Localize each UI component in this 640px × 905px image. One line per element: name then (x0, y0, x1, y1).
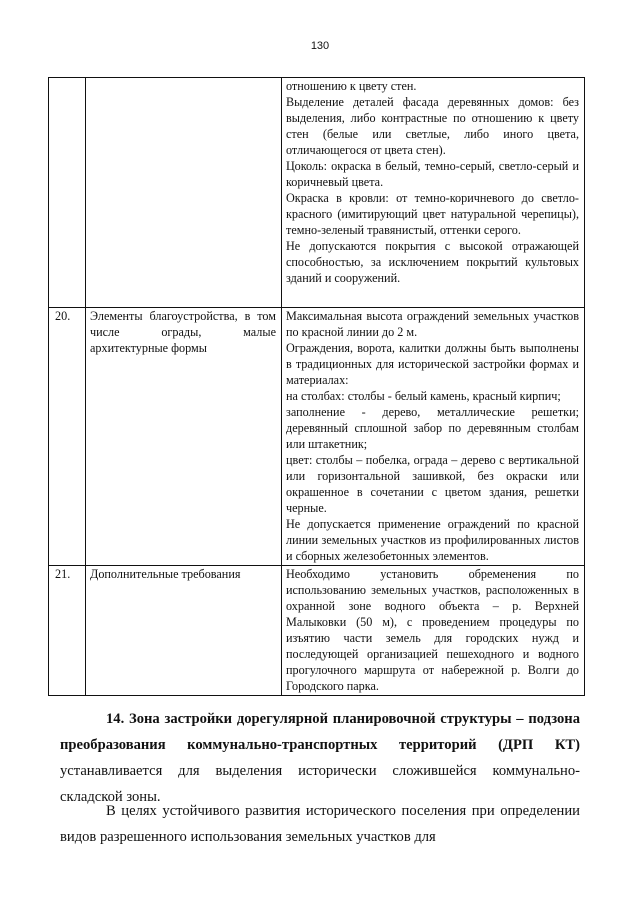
requirements-cell (282, 308, 585, 566)
element-name-cell: Элементы благоустройства, в том числе ограды, малые архитектурные формы (86, 308, 282, 566)
requirement-paragraph: на столбах: столбы - белый камень, красный кирпич; (286, 389, 561, 403)
row-number-cell: 21. (49, 566, 86, 696)
requirement-paragraph: Не допускается применение ограждений по красной линии земельных участков из профилированных листов и сборных железобетонных элементов. (286, 517, 579, 563)
element-name-cell: Дополнительные требования (86, 566, 282, 696)
table-row (49, 78, 585, 308)
requirement-paragraph: отношению к цвету стен. (286, 79, 417, 93)
requirement-paragraph: заполнение - дерево, металлические решетки; деревянный сплошной забор по деревянным столбам или штакетник; (286, 405, 579, 451)
zone-description-paragraph (60, 706, 580, 810)
table-row (49, 308, 585, 566)
zone-title: 14. Зона застройки дорегулярной планировочной структуры – подзона преобразования коммунально-транспортных территорий (ДРП КТ) (60, 711, 580, 753)
row-number-cell (49, 78, 86, 308)
requirement-paragraph: Не допускаются покрытия с высокой отражающей способностью, за исключением покрытий культовых зданий и сооружений. (286, 239, 579, 285)
requirement-paragraph: Максимальная высота ограждений земельных участков по красной линии до 2 м. (286, 309, 579, 339)
zone-description: устанавливается для выделения исторически сложившейся коммунально-складской зоны. (60, 763, 580, 805)
requirement-paragraph: Ограждения, ворота, калитки должны быть выполнены в традиционных для исторической застройки формах и материалах: (286, 341, 579, 387)
requirement-paragraph: Окраска в кровли: от темно-коричневого до светло-красного (имитирующий цвет натуральной черепицы), темно-зеленый травянистый, оттенки серого. (286, 191, 579, 237)
continuation-paragraph (60, 798, 580, 850)
requirement-paragraph: Необходимо установить обременения по использованию земельных участков, расположенных в охранной зоне водного объекта – р. Верхней Малыковки (50 м), с проведением процедуры по изъятию части земель для городских нужд и последующей организацией пешеходного и водного прогулочного маршрута от набережной р. Волги до Городского парка. (286, 567, 579, 693)
continuation-text: В целях устойчивого развития исторического поселения при определении видов разрешенного использования земельных участков для (60, 803, 580, 845)
requirements-cell (282, 566, 585, 696)
element-name-cell (86, 78, 282, 308)
requirement-paragraph: цвет: столбы – побелка, ограда – дерево с вертикальной или горизонтальной зашивкой, без окраски или окрашенное в сочетании с цветом здания, решетки черные. (286, 453, 579, 515)
requirements-cell (282, 78, 585, 308)
requirement-paragraph: Выделение деталей фасада деревянных домов: без выделения, либо контрастные по отношению к цвету стен (белые или светлые, либо иного цвета, отличающегося от цвета стен). (286, 95, 579, 157)
row-number-cell: 20. (49, 308, 86, 566)
table-row (49, 566, 585, 696)
requirement-paragraph: Цоколь: окраска в белый, темно-серый, светло-серый и коричневый цвета. (286, 159, 579, 189)
page-number: 130 (310, 40, 330, 52)
regulations-table (48, 77, 585, 696)
